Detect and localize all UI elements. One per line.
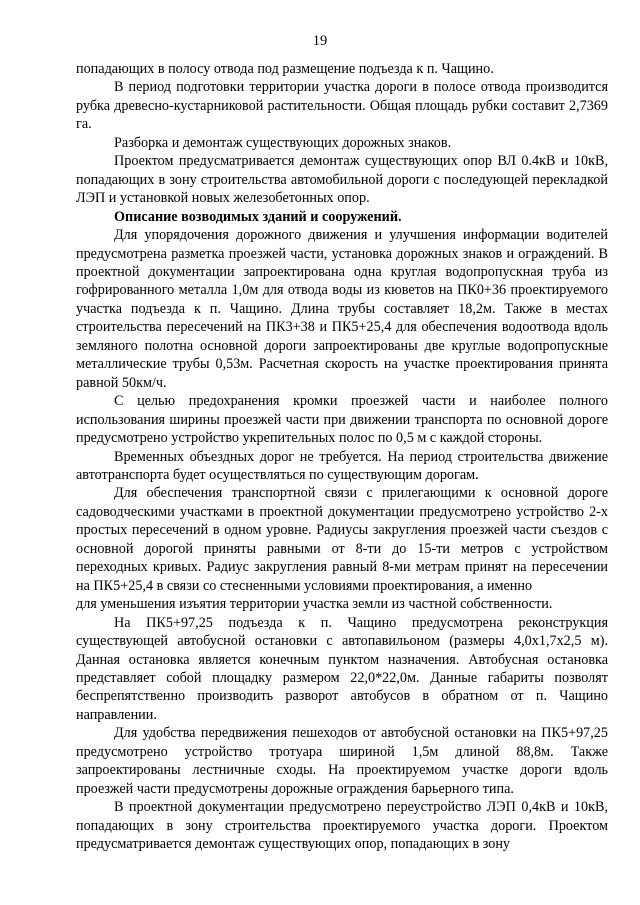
paragraph: для уменьшения изъятия территории участка земли из частной собственности.	[76, 596, 553, 613]
paragraph: Проектом предусматривается демонтаж существующих опор ВЛ 0.4кВ и 10кВ, попадающих в зону строительства автомобильной дороги с последующей перекладкой ЛЭП и установкой новых железобетонных опор.	[76, 153, 608, 207]
paragraph: Временных объездных дорог не требуется. На период строительства движение автотранспорта будет осуществляться по существующим дорогам.	[76, 448, 608, 483]
paragraph: Для обеспечения транспортной связи с прилегающими к основной дороге садоводческими участками в проектной документации предусмотрено устройство 2-х простых пересечений в одном уровне. Радиусы закругления проезжей части съездов с основной дорогой приняты равными от 8-ти до 15-ти метров с устройством переходных кривых. Радиус закругления равный 8-ми метрам принят на пересечении на ПК5+25,4 в связи со стесненными условиями проектирования, а именно	[76, 485, 608, 594]
paragraph: В период подготовки территории участка дороги в полосе отвода производится рубка древесно-кустарниковой растительности. Общая площадь рубки составит 2,7369 га.	[76, 79, 608, 133]
paragraph: В проектной документации предусмотрено переустройство ЛЭП 0,4кВ и 10кВ, попадающих в зону строительства проектируемого участка дороги. Проектом предусматривается демонтаж существующих опор, попадающих в зону	[76, 799, 608, 853]
paragraph: Для удобства передвижения пешеходов от автобусной остановки на ПК5+97,25 предусмотрено устройство тротуара шириной 1,5м длиной 88,8м. Также запроектированы лестничные сходы. На проектируемом участке дороги вдоль проезжей части предусмотрены дорожные ограждения барьерного типа.	[76, 725, 608, 797]
paragraph: С целью предохранения кромки проезжей части и наиболее полного использования ширины проезжей части при движении транспорта по основной дороге предусмотрено устройство укрепительных полос по 0,5 м с каждой стороны.	[76, 393, 608, 447]
page-number: 19	[312, 33, 328, 49]
document-body	[76, 60, 608, 853]
section-heading: Описание возводимых зданий и сооружений.	[114, 208, 402, 225]
paragraph: Разборка и демонтаж существующих дорожных знаков.	[114, 134, 452, 151]
paragraph: попадающих в полосу отвода под размещение подъезда к п. Чащино.	[76, 61, 494, 77]
paragraph: На ПК5+97,25 подъезда к п. Чащино предусмотрена реконструкция существующей автобусной остановки с автопавильоном (размеры 4,0х1,7х2,5 м). Данная остановка является конечным пунктом назначения. Автобусная остановка представляет собой площадку размером 22,0*22,0м. Данные габариты позволят беспрепятственно производить разворот автобусов в обратном от п. Чащино направлении.	[76, 614, 608, 723]
paragraph: Для упорядочения дорожного движения и улучшения информации водителей предусмотрена разметка проезжей части, установка дорожных знаков и ограждений. В проектной документации запроектирована одна круглая водопропускная труба из гофрированного металла 1,0м для отвода воды из кюветов на ПК0+36 проектируемого участка подъезда к п. Чащино. Длина трубы составляет 18,2м. Также в местах строительства пересечений на ПК3+38 и ПК5+25,4 для обеспечения водоотвода вдоль земляного полотна основной дороги запроектированы две круглые водопропускные металлические трубы 0,53м. Расчетная скорость на участке проектирования принята равной 50км/ч.	[76, 227, 608, 391]
